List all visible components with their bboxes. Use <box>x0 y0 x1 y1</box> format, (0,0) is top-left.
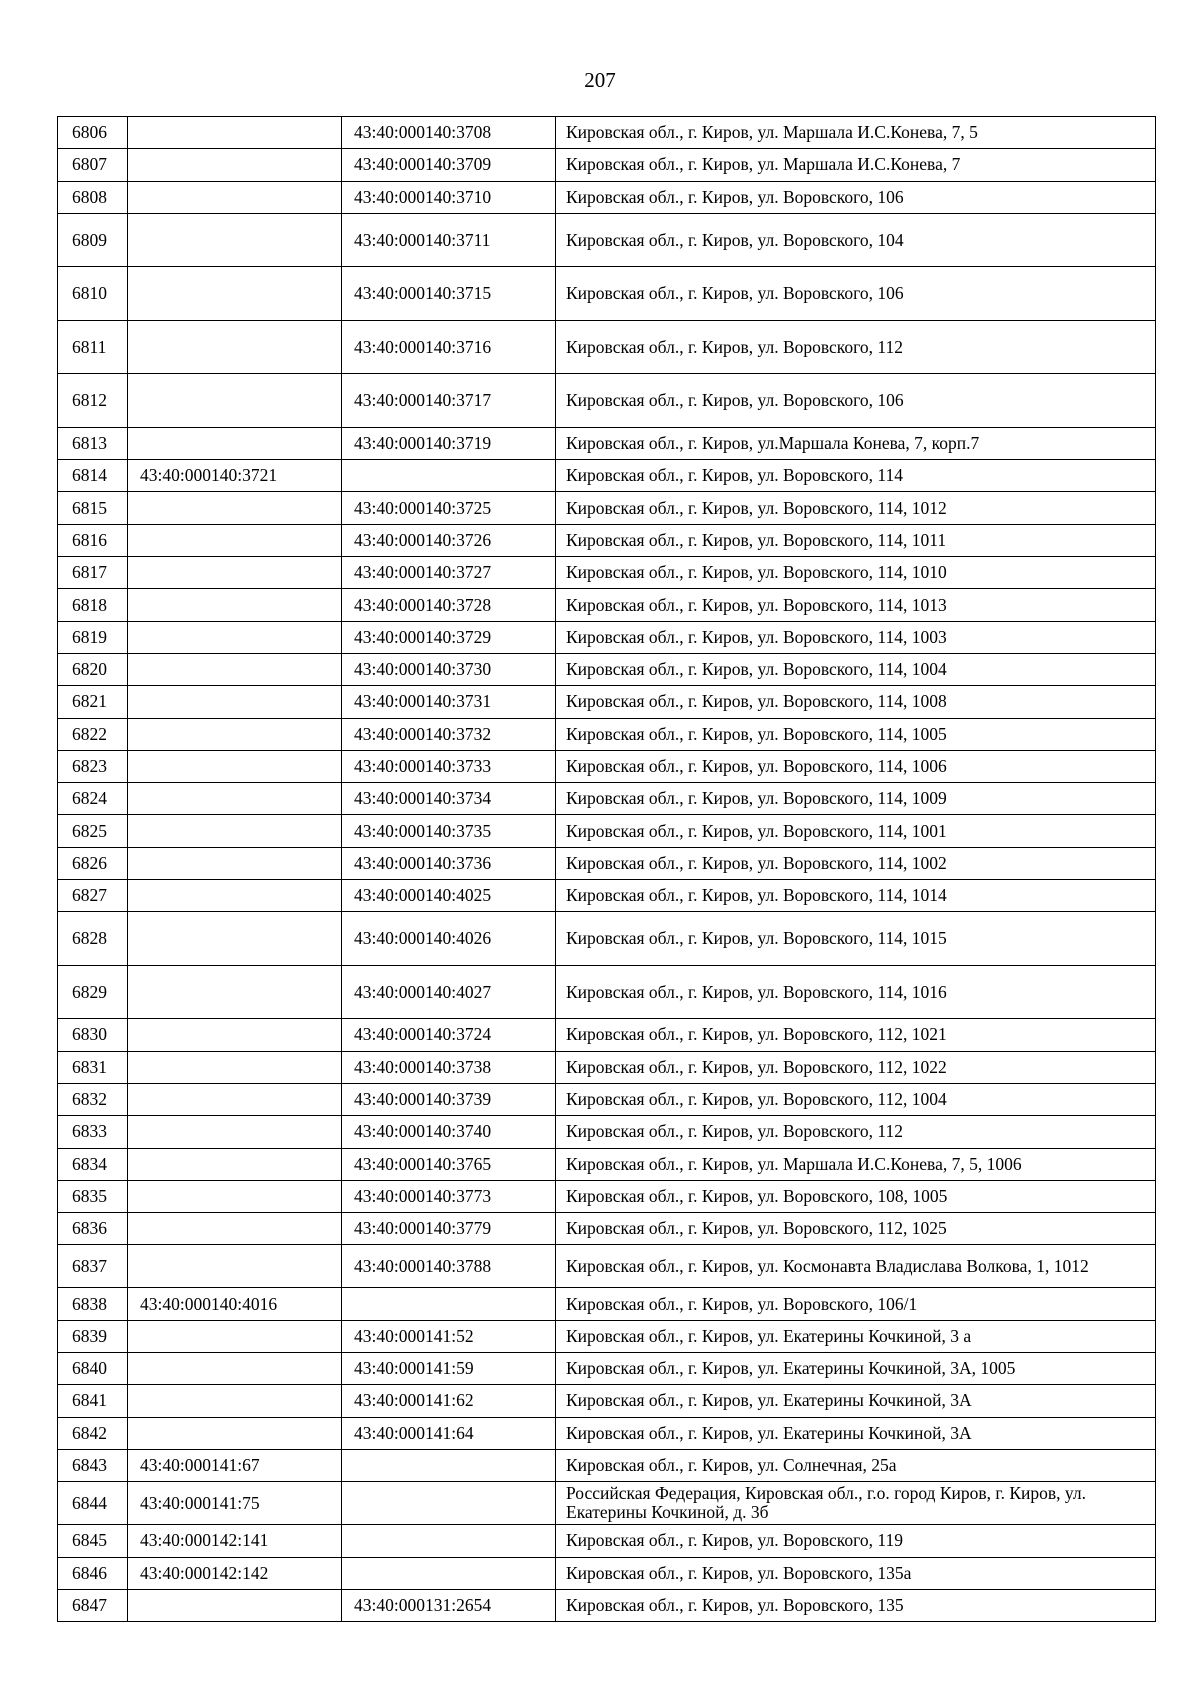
land-cadastral-number-cell <box>128 589 342 621</box>
land-cadastral-number-cell <box>128 149 342 181</box>
row-number-cell: 6825 <box>58 815 128 847</box>
address-cell: Кировская обл., г. Киров, ул. Воровского, 114, 1015 <box>556 912 1156 966</box>
building-cadastral-number-cell: 43:40:000140:3715 <box>342 267 556 321</box>
address-cell: Кировская обл., г. Киров, ул. Воровского, 114, 1012 <box>556 492 1156 524</box>
building-cadastral-number-cell: 43:40:000140:4025 <box>342 880 556 912</box>
land-cadastral-number-cell <box>128 1116 342 1148</box>
row-number-cell: 6822 <box>58 718 128 750</box>
table-row <box>58 750 1156 782</box>
table-row <box>58 783 1156 815</box>
land-cadastral-number-cell <box>128 880 342 912</box>
address-cell: Кировская обл., г. Киров, ул. Воровского, 112, 1025 <box>556 1213 1156 1245</box>
building-cadastral-number-cell <box>342 460 556 492</box>
building-cadastral-number-cell: 43:40:000140:3725 <box>342 492 556 524</box>
building-cadastral-number-cell: 43:40:000140:3738 <box>342 1051 556 1083</box>
address-cell: Кировская обл., г. Киров, ул. Воровского, 114, 1009 <box>556 783 1156 815</box>
table-row <box>58 1180 1156 1212</box>
address-cell: Кировская обл., г. Киров, ул. Воровского, 114, 1002 <box>556 847 1156 879</box>
row-number-cell: 6823 <box>58 750 128 782</box>
address-cell: Кировская обл., г. Киров, ул. Воровского, 114, 1005 <box>556 718 1156 750</box>
address-cell: Кировская обл., г. Киров, ул. Воровского, 112, 1021 <box>556 1019 1156 1051</box>
row-number-cell: 6812 <box>58 374 128 428</box>
row-number-cell: 6840 <box>58 1353 128 1385</box>
building-cadastral-number-cell: 43:40:000140:3711 <box>342 213 556 267</box>
registry-table <box>57 116 1156 1622</box>
address-cell: Кировская обл., г. Киров, ул. Воровского, 114, 1008 <box>556 686 1156 718</box>
address-cell: Кировская обл., г. Киров, ул. Воровского, 104 <box>556 213 1156 267</box>
address-cell: Кировская обл., г. Киров, ул. Воровского, 106 <box>556 181 1156 213</box>
row-number-cell: 6827 <box>58 880 128 912</box>
address-cell: Кировская обл., г. Киров, ул. Воровского, 112, 1022 <box>556 1051 1156 1083</box>
land-cadastral-number-cell <box>128 621 342 653</box>
row-number-cell: 6831 <box>58 1051 128 1083</box>
address-cell: Кировская обл., г. Киров, ул. Воровского, 112 <box>556 320 1156 374</box>
building-cadastral-number-cell: 43:40:000140:3736 <box>342 847 556 879</box>
table-row <box>58 213 1156 267</box>
address-cell: Кировская обл., г. Киров, ул. Воровского, 114, 1004 <box>556 653 1156 685</box>
address-cell: Кировская обл., г. Киров, ул. Воровского, 114, 1001 <box>556 815 1156 847</box>
land-cadastral-number-cell <box>128 1180 342 1212</box>
address-cell: Кировская обл., г. Киров, ул. Воровского, 106 <box>556 374 1156 428</box>
table-row <box>58 181 1156 213</box>
row-number-cell: 6835 <box>58 1180 128 1212</box>
land-cadastral-number-cell <box>128 718 342 750</box>
building-cadastral-number-cell: 43:40:000140:3717 <box>342 374 556 428</box>
address-cell: Кировская обл., г. Киров, ул. Екатерины Кочкиной, 3А, 1005 <box>556 1353 1156 1385</box>
building-cadastral-number-cell: 43:40:000140:3731 <box>342 686 556 718</box>
land-cadastral-number-cell: 43:40:000140:3721 <box>128 460 342 492</box>
address-cell: Кировская обл., г. Киров, ул. Воровского, 114, 1006 <box>556 750 1156 782</box>
address-cell: Кировская обл., г. Киров, ул. Маршала И.С.Конева, 7, 5, 1006 <box>556 1148 1156 1180</box>
row-number-cell: 6846 <box>58 1557 128 1589</box>
building-cadastral-number-cell: 43:40:000140:4026 <box>342 912 556 966</box>
building-cadastral-number-cell: 43:40:000140:4027 <box>342 965 556 1019</box>
building-cadastral-number-cell: 43:40:000141:64 <box>342 1417 556 1449</box>
row-number-cell: 6843 <box>58 1449 128 1481</box>
building-cadastral-number-cell <box>342 1557 556 1589</box>
row-number-cell: 6841 <box>58 1385 128 1417</box>
land-cadastral-number-cell <box>128 686 342 718</box>
building-cadastral-number-cell: 43:40:000140:3739 <box>342 1083 556 1115</box>
building-cadastral-number-cell: 43:40:000140:3710 <box>342 181 556 213</box>
land-cadastral-number-cell <box>128 1417 342 1449</box>
land-cadastral-number-cell <box>128 1320 342 1352</box>
land-cadastral-number-cell: 43:40:000142:141 <box>128 1525 342 1557</box>
table-row <box>58 1482 1156 1525</box>
building-cadastral-number-cell: 43:40:000141:59 <box>342 1353 556 1385</box>
building-cadastral-number-cell: 43:40:000140:3727 <box>342 557 556 589</box>
address-cell: Кировская обл., г. Киров, ул. Воровского, 114 <box>556 460 1156 492</box>
address-cell: Кировская обл., г. Киров, ул. Екатерины Кочкиной, 3А <box>556 1385 1156 1417</box>
building-cadastral-number-cell <box>342 1449 556 1481</box>
land-cadastral-number-cell <box>128 1019 342 1051</box>
building-cadastral-number-cell: 43:40:000140:3733 <box>342 750 556 782</box>
table-row <box>58 1245 1156 1288</box>
land-cadastral-number-cell <box>128 847 342 879</box>
registry-table-body <box>58 117 1156 1622</box>
table-row <box>58 1353 1156 1385</box>
address-cell: Российская Федерация, Кировская обл., г.о. город Киров, г. Киров, ул. Екатерины Кочкиной, д. 3б <box>556 1482 1156 1525</box>
land-cadastral-number-cell <box>128 783 342 815</box>
row-number-cell: 6834 <box>58 1148 128 1180</box>
row-number-cell: 6808 <box>58 181 128 213</box>
address-cell: Кировская обл., г. Киров, ул. Космонавта Владислава Волкова, 1, 1012 <box>556 1245 1156 1288</box>
page-number: 207 <box>584 68 616 92</box>
row-number-cell: 6819 <box>58 621 128 653</box>
building-cadastral-number-cell: 43:40:000140:3788 <box>342 1245 556 1288</box>
table-row <box>58 1148 1156 1180</box>
table-row <box>58 965 1156 1019</box>
building-cadastral-number-cell: 43:40:000140:3726 <box>342 524 556 556</box>
land-cadastral-number-cell: 43:40:000140:4016 <box>128 1288 342 1320</box>
row-number-cell: 6815 <box>58 492 128 524</box>
table-row <box>58 880 1156 912</box>
table-row <box>58 1449 1156 1481</box>
table-row <box>58 320 1156 374</box>
land-cadastral-number-cell <box>128 1213 342 1245</box>
table-row <box>58 1557 1156 1589</box>
address-cell: Кировская обл., г. Киров, ул. Воровского, 135 <box>556 1589 1156 1621</box>
row-number-cell: 6807 <box>58 149 128 181</box>
land-cadastral-number-cell <box>128 267 342 321</box>
row-number-cell: 6845 <box>58 1525 128 1557</box>
table-row <box>58 847 1156 879</box>
row-number-cell: 6820 <box>58 653 128 685</box>
row-number-cell: 6844 <box>58 1482 128 1525</box>
row-number-cell: 6818 <box>58 589 128 621</box>
building-cadastral-number-cell: 43:40:000140:3773 <box>342 1180 556 1212</box>
building-cadastral-number-cell <box>342 1482 556 1525</box>
address-cell: Кировская обл., г. Киров, ул. Воровского, 114, 1011 <box>556 524 1156 556</box>
table-row <box>58 686 1156 718</box>
table-row <box>58 1288 1156 1320</box>
row-number-cell: 6829 <box>58 965 128 1019</box>
row-number-cell: 6836 <box>58 1213 128 1245</box>
table-row <box>58 492 1156 524</box>
table-row <box>58 557 1156 589</box>
table-row <box>58 653 1156 685</box>
row-number-cell: 6810 <box>58 267 128 321</box>
row-number-cell: 6847 <box>58 1589 128 1621</box>
building-cadastral-number-cell: 43:40:000140:3730 <box>342 653 556 685</box>
row-number-cell: 6813 <box>58 427 128 459</box>
address-cell: Кировская обл., г. Киров, ул. Екатерины Кочкиной, 3 а <box>556 1320 1156 1352</box>
address-cell: Кировская обл., г. Киров, ул.Маршала Конева, 7, корп.7 <box>556 427 1156 459</box>
table-row <box>58 1417 1156 1449</box>
building-cadastral-number-cell: 43:40:000140:3709 <box>342 149 556 181</box>
row-number-cell: 6806 <box>58 117 128 149</box>
table-row <box>58 621 1156 653</box>
table-row <box>58 1320 1156 1352</box>
land-cadastral-number-cell <box>128 815 342 847</box>
address-cell: Кировская обл., г. Киров, ул. Солнечная, 25а <box>556 1449 1156 1481</box>
building-cadastral-number-cell: 43:40:000140:3779 <box>342 1213 556 1245</box>
table-row <box>58 1083 1156 1115</box>
table-row <box>58 460 1156 492</box>
land-cadastral-number-cell <box>128 1353 342 1385</box>
row-number-cell: 6811 <box>58 320 128 374</box>
building-cadastral-number-cell <box>342 1525 556 1557</box>
land-cadastral-number-cell <box>128 374 342 428</box>
land-cadastral-number-cell <box>128 1051 342 1083</box>
table-row <box>58 589 1156 621</box>
building-cadastral-number-cell: 43:40:000140:3724 <box>342 1019 556 1051</box>
land-cadastral-number-cell <box>128 750 342 782</box>
building-cadastral-number-cell: 43:40:000141:52 <box>342 1320 556 1352</box>
table-row <box>58 1589 1156 1621</box>
row-number-cell: 6838 <box>58 1288 128 1320</box>
land-cadastral-number-cell: 43:40:000141:67 <box>128 1449 342 1481</box>
row-number-cell: 6832 <box>58 1083 128 1115</box>
building-cadastral-number-cell: 43:40:000140:3732 <box>342 718 556 750</box>
row-number-cell: 6837 <box>58 1245 128 1288</box>
row-number-cell: 6839 <box>58 1320 128 1352</box>
row-number-cell: 6826 <box>58 847 128 879</box>
land-cadastral-number-cell: 43:40:000141:75 <box>128 1482 342 1525</box>
land-cadastral-number-cell <box>128 492 342 524</box>
table-row <box>58 718 1156 750</box>
building-cadastral-number-cell: 43:40:000140:3765 <box>342 1148 556 1180</box>
address-cell: Кировская обл., г. Киров, ул. Воровского, 106 <box>556 267 1156 321</box>
address-cell: Кировская обл., г. Киров, ул. Воровского, 112 <box>556 1116 1156 1148</box>
table-row <box>58 374 1156 428</box>
land-cadastral-number-cell <box>128 1385 342 1417</box>
building-cadastral-number-cell <box>342 1288 556 1320</box>
row-number-cell: 6828 <box>58 912 128 966</box>
table-row <box>58 1116 1156 1148</box>
land-cadastral-number-cell <box>128 320 342 374</box>
land-cadastral-number-cell <box>128 1083 342 1115</box>
table-row <box>58 117 1156 149</box>
table-row <box>58 427 1156 459</box>
address-cell: Кировская обл., г. Киров, ул. Воровского, 114, 1010 <box>556 557 1156 589</box>
land-cadastral-number-cell <box>128 181 342 213</box>
row-number-cell: 6817 <box>58 557 128 589</box>
land-cadastral-number-cell <box>128 213 342 267</box>
address-cell: Кировская обл., г. Киров, ул. Воровского, 114, 1014 <box>556 880 1156 912</box>
address-cell: Кировская обл., г. Киров, ул. Воровского, 114, 1003 <box>556 621 1156 653</box>
address-cell: Кировская обл., г. Киров, ул. Екатерины Кочкиной, 3А <box>556 1417 1156 1449</box>
address-cell: Кировская обл., г. Киров, ул. Воровского, 112, 1004 <box>556 1083 1156 1115</box>
land-cadastral-number-cell <box>128 427 342 459</box>
address-cell: Кировская обл., г. Киров, ул. Воровского, 114, 1016 <box>556 965 1156 1019</box>
land-cadastral-number-cell <box>128 1148 342 1180</box>
land-cadastral-number-cell <box>128 1245 342 1288</box>
land-cadastral-number-cell <box>128 117 342 149</box>
address-cell: Кировская обл., г. Киров, ул. Воровского, 108, 1005 <box>556 1180 1156 1212</box>
building-cadastral-number-cell: 43:40:000140:3735 <box>342 815 556 847</box>
row-number-cell: 6833 <box>58 1116 128 1148</box>
table-row <box>58 815 1156 847</box>
row-number-cell: 6809 <box>58 213 128 267</box>
land-cadastral-number-cell <box>128 524 342 556</box>
address-cell: Кировская обл., г. Киров, ул. Воровского, 119 <box>556 1525 1156 1557</box>
row-number-cell: 6814 <box>58 460 128 492</box>
address-cell: Кировская обл., г. Киров, ул. Воровского, 114, 1013 <box>556 589 1156 621</box>
building-cadastral-number-cell: 43:40:000140:3740 <box>342 1116 556 1148</box>
building-cadastral-number-cell: 43:40:000140:3719 <box>342 427 556 459</box>
row-number-cell: 6821 <box>58 686 128 718</box>
table-row <box>58 524 1156 556</box>
row-number-cell: 6842 <box>58 1417 128 1449</box>
row-number-cell: 6816 <box>58 524 128 556</box>
building-cadastral-number-cell: 43:40:000140:3728 <box>342 589 556 621</box>
table-row <box>58 1385 1156 1417</box>
row-number-cell: 6824 <box>58 783 128 815</box>
address-cell: Кировская обл., г. Киров, ул. Маршала И.С.Конева, 7, 5 <box>556 117 1156 149</box>
land-cadastral-number-cell <box>128 557 342 589</box>
address-cell: Кировская обл., г. Киров, ул. Маршала И.С.Конева, 7 <box>556 149 1156 181</box>
row-number-cell: 6830 <box>58 1019 128 1051</box>
building-cadastral-number-cell: 43:40:000140:3734 <box>342 783 556 815</box>
building-cadastral-number-cell: 43:40:000140:3716 <box>342 320 556 374</box>
building-cadastral-number-cell: 43:40:000131:2654 <box>342 1589 556 1621</box>
table-row <box>58 267 1156 321</box>
table-row <box>58 149 1156 181</box>
building-cadastral-number-cell: 43:40:000140:3708 <box>342 117 556 149</box>
land-cadastral-number-cell <box>128 1589 342 1621</box>
address-cell: Кировская обл., г. Киров, ул. Воровского, 135а <box>556 1557 1156 1589</box>
land-cadastral-number-cell <box>128 653 342 685</box>
table-row <box>58 912 1156 966</box>
table-row <box>58 1051 1156 1083</box>
address-cell: Кировская обл., г. Киров, ул. Воровского, 106/1 <box>556 1288 1156 1320</box>
building-cadastral-number-cell: 43:40:000140:3729 <box>342 621 556 653</box>
land-cadastral-number-cell <box>128 965 342 1019</box>
building-cadastral-number-cell: 43:40:000141:62 <box>342 1385 556 1417</box>
land-cadastral-number-cell <box>128 912 342 966</box>
table-row <box>58 1213 1156 1245</box>
table-row <box>58 1019 1156 1051</box>
table-row <box>58 1525 1156 1557</box>
land-cadastral-number-cell: 43:40:000142:142 <box>128 1557 342 1589</box>
